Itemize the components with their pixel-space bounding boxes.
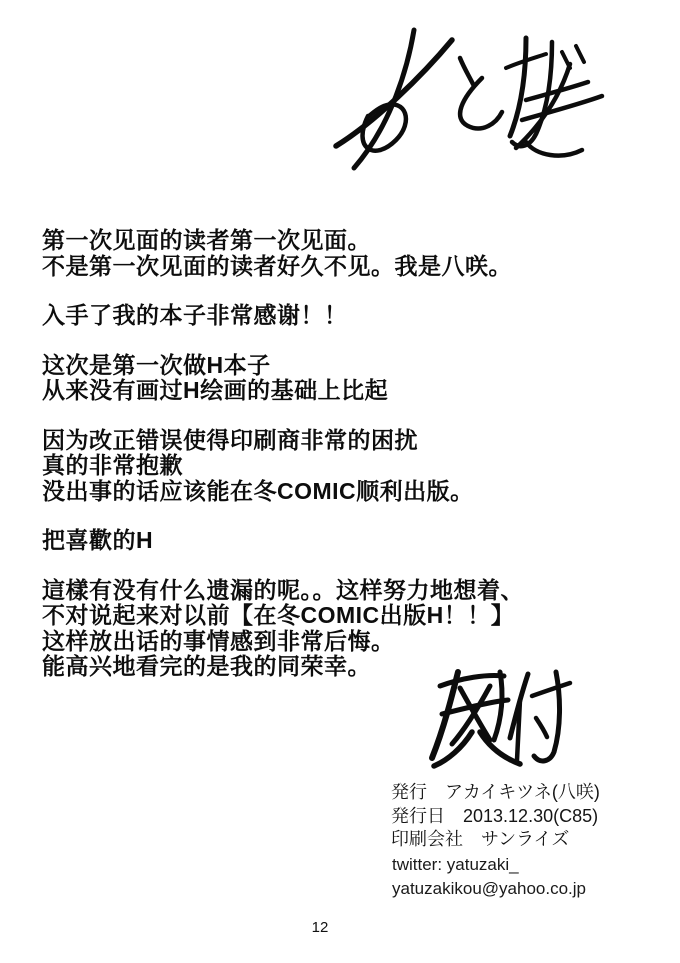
afterword-line: 第一次见面的读者第一次见面。 xyxy=(42,227,371,253)
afterword-paragraph xyxy=(42,353,642,404)
colophon-calligraphy-drawing xyxy=(428,666,578,771)
afterword-line: 入手了我的本子非常感谢！！ xyxy=(42,302,348,328)
publish-date-line: 発行日 2013.12.30(C85) xyxy=(391,805,599,826)
afterword-line: 這樣有没有什么遗漏的呢。。这样努力地想着、 xyxy=(42,576,524,603)
afterword-paragraph xyxy=(42,228,642,279)
contact-info xyxy=(392,853,586,901)
afterword-paragraph xyxy=(42,303,642,329)
colophon-info xyxy=(391,781,600,852)
twitter-handle: twitter: yatuzaki_ xyxy=(392,855,519,874)
afterword-body xyxy=(42,228,642,704)
afterword-line: 这次是第一次做H本子 xyxy=(42,351,271,378)
email-address: yatuzakikou@yahoo.co.jp xyxy=(392,879,586,898)
colophon-brush-heading xyxy=(428,666,578,771)
page-number: 12 xyxy=(311,919,329,936)
afterword-calligraphy-drawing xyxy=(330,24,610,174)
afterword-brush-heading xyxy=(330,24,610,174)
afterword-line: 没出事的话应该能在冬COMIC顺利出版。 xyxy=(42,477,474,504)
printer-line: 印刷会社 サンライズ xyxy=(391,829,570,849)
publisher-line: 発行 アカイキツネ(八咲) xyxy=(391,782,600,802)
afterword-line: 因为改正错误使得印刷商非常的困扰 xyxy=(42,426,418,453)
afterword-line: 能高兴地看完的是我的同荣幸。 xyxy=(42,653,371,679)
afterword-paragraph xyxy=(42,578,642,680)
afterword-line: 从来没有画过H绘画的基础上比起 xyxy=(42,377,389,403)
afterword-paragraph xyxy=(42,428,642,505)
afterword-line: 不是第一次见面的读者好久不见。我是八咲。 xyxy=(42,252,512,279)
afterword-line: 真的非常抱歉 xyxy=(42,452,183,478)
afterword-paragraph xyxy=(42,528,642,554)
afterword-line: 把喜歡的H xyxy=(42,527,154,553)
afterword-line: 这样放出话的事情感到非常后悔。 xyxy=(42,627,395,654)
afterword-line: 不对说起来对以前【在冬COMIC出版H！！】 xyxy=(42,602,515,628)
